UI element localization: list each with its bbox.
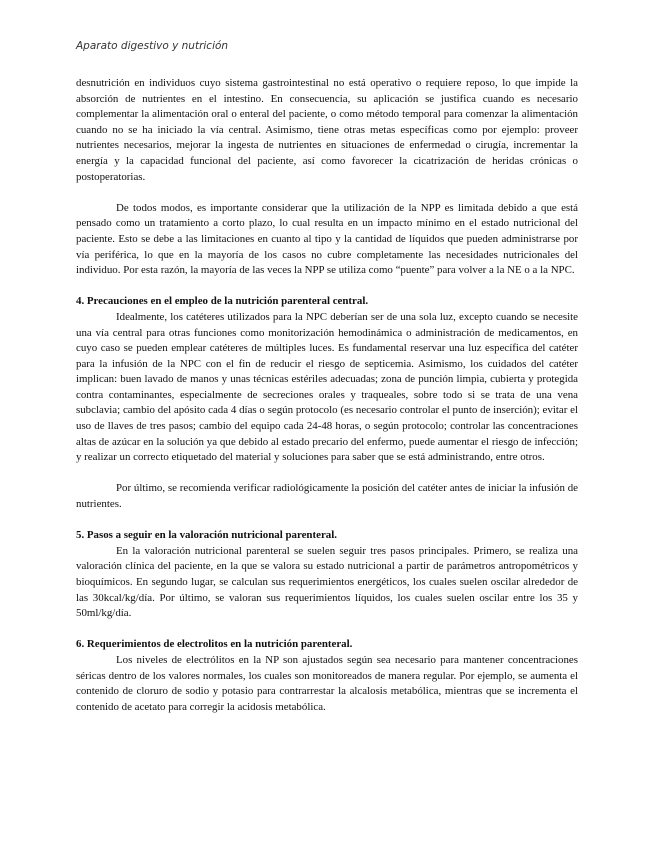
paragraph-radiologic-check: Por último, se recomienda verificar radiológicamente la posición del catéter antes de iniciar la infusión de nutrientes. xyxy=(76,482,578,511)
section-heading-5: 5. Pasos a seguir en la valoración nutricional parenteral. xyxy=(76,529,337,542)
section-heading-4: 4. Precauciones en el empleo de la nutrición parenteral central. xyxy=(76,295,369,308)
running-header: Aparato digestivo y nutrición xyxy=(76,40,229,52)
paragraph-continuation: desnutrición en individuos cuyo sistema gastrointestinal no está operativo o requiere reposo, lo que impide la absorción de nutrientes en el intestino. En consecuencia, su aplicación se justifica cuando es necesario complementar la alimentación oral o enteral del paciente, o como método temporal para comenzar la alimentación cuando no se ha iniciado la vía central. Asimismo, tiene otras metas específicas como por ejemplo: proveer nutrientes necesarios, mejorar la ingesta de nutrientes en situaciones de enfermedad o cirugía, incrementar la energía y la capacidad funcional del paciente, así como favorecer la cicatrización de heridas crónicas o postoperatorias. xyxy=(76,77,578,183)
paragraph-electrolytes: Los niveles de electrólitos en la NP son ajustados según sea necesario para mantener concentraciones séricas dentro de los valores normales, los cuales son monitoreados de manera regular. Por ejemplo, se aumenta el contenido de cloruro de sodio y potasio para contrarrestar la alcalosis metabólica, mientras que se incrementa el contenido de acetato para corregir la acidosis metabólica. xyxy=(76,653,578,713)
section-heading-6: 6. Requerimientos de electrolitos en la nutrición parenteral. xyxy=(76,638,353,651)
paragraph-npp-limits: De todos modos, es importante considerar que la utilización de la NPP es limitada debido a que está pensado como un tratamiento a corto plazo, lo cual resulta en un impacto mínimo en el estado nutricional del paciente. Esto se debe a las limitaciones en cuanto al tipo y la cantidad de líquidos que pueden administrarse por vía periférica, lo que en la mayoría de los casos no cubre completamente las necesidades nutricionales del individuo. Por esta razón, la mayoría de las veces la NPP se utiliza como “puente” para volver a la NE o a la NPC. xyxy=(76,201,578,277)
document-body xyxy=(76,76,578,715)
paragraph-valuation-steps: En la valoración nutricional parenteral se suelen seguir tres pasos principales. Primero, se realiza una valoración clínica del paciente, en la que se valora su estado nutricional a partir de parámetros antropométricos y bioquímicos. En segundo lugar, se calculan sus requerimientos energéticos, los cuales suelen oscilar alrededor de las 30kcal/kg/día. Por último, se valoran sus requerimientos líquidos, los cuales suelen oscilar entre los 35 y 50ml/kg/día. xyxy=(76,544,578,620)
paragraph-catheter-care: Idealmente, los catéteres utilizados para la NPC deberían ser de una sola luz, excepto cuando se necesite una vía central para otras funciones como monitorización hemodinámica o administración de medicamentos, en cuyo caso se pueden emplear catéteres de múltiples luces. Es fundamental reservar una luz específica del catéter para la infusión de la NPC con el fin de reducir el riesgo de septicemia. Asimismo, los cuidados del catéter implican: buen lavado de manos y unas técnicas estériles adecuadas; zona de punción limpia, cubierta y protegida contra contaminantes, especialmente de secreciones orales y traqueales, sobre todo si se trata de una vena subclavia; cambio del apósito cada 4 días o según protocolo (es necesario controlar el punto de inserción); evitar el uso de llaves de tres pasos; cambio del equipo cada 24-48 horas, o según protocolo; controlar las concentraciones altas de azúcar en la solución ya que debido al estado precario del enfermo, puede aumentar el riesgo de infección; y realizar un correcto etiquetado del material y soluciones para saber que se está administrando, entre otros. xyxy=(76,310,578,464)
